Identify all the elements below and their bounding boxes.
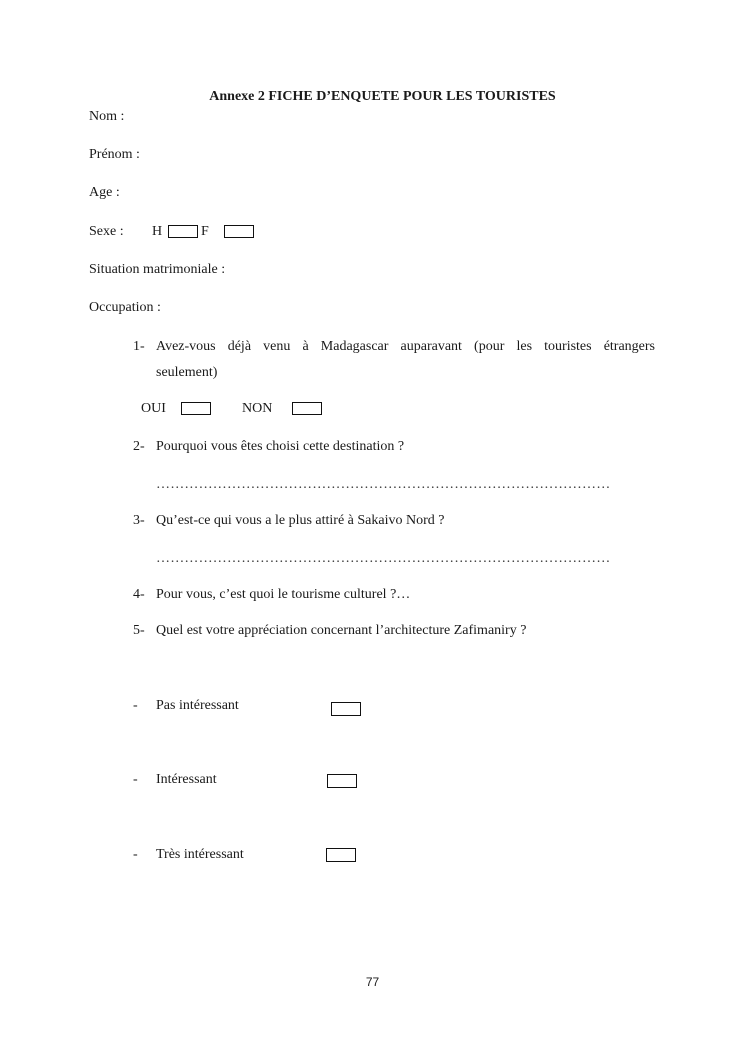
field-sexe: Sexe : <box>89 224 124 239</box>
option-bullet: - <box>133 772 138 787</box>
question-3-number: 3- <box>133 513 145 528</box>
field-nom: Nom : <box>89 109 125 124</box>
question-5-text: Quel est votre appréciation concernant l’architecture Zafimaniry ? <box>156 623 527 638</box>
option-pas-interessant-checkbox[interactable] <box>331 702 361 716</box>
non-label: NON <box>242 401 273 416</box>
question-4-text: Pour vous, c’est quoi le tourisme culturel ?… <box>156 587 411 602</box>
question-3-answer-line[interactable]: …………………………………………………………………………………… <box>156 551 611 566</box>
page-number: 77 <box>365 975 380 989</box>
non-checkbox[interactable] <box>292 402 322 415</box>
question-1-text: Avez-vous déjà venu à Madagascar auparavant (pour les touristes étrangers <box>156 339 655 354</box>
option-bullet: - <box>133 698 138 713</box>
sexe-f-label: F <box>201 224 209 239</box>
field-occupation: Occupation : <box>89 300 161 315</box>
question-1-text-continued: seulement) <box>156 365 218 380</box>
option-bullet: - <box>133 847 138 862</box>
field-prenom: Prénom : <box>89 147 140 162</box>
oui-checkbox[interactable] <box>181 402 211 415</box>
option-pas-interessant-label: Pas intéressant <box>156 698 239 713</box>
question-1-number: 1- <box>133 339 145 354</box>
question-2-answer-line[interactable]: …………………………………………………………………………………… <box>156 477 611 492</box>
option-interessant-label: Intéressant <box>156 772 217 787</box>
question-5-number: 5- <box>133 623 145 638</box>
sexe-f-checkbox[interactable] <box>224 225 254 238</box>
question-2-number: 2- <box>133 439 145 454</box>
option-interessant-checkbox[interactable] <box>327 774 357 788</box>
document-title: Annexe 2 FICHE D’ENQUETE POUR LES TOURISTES <box>209 89 556 104</box>
field-age: Age : <box>89 185 120 200</box>
option-tres-interessant-label: Très intéressant <box>156 847 244 862</box>
sexe-h-checkbox[interactable] <box>168 225 198 238</box>
oui-label: OUI <box>141 401 166 416</box>
field-situation-matrimoniale: Situation matrimoniale : <box>89 262 226 277</box>
option-tres-interessant-checkbox[interactable] <box>326 848 356 862</box>
sexe-h-label: H <box>152 224 163 239</box>
question-2-text: Pourquoi vous êtes choisi cette destination ? <box>156 439 405 454</box>
question-4-number: 4- <box>133 587 145 602</box>
question-3-text: Qu’est-ce qui vous a le plus attiré à Sakaivo Nord ? <box>156 513 445 528</box>
